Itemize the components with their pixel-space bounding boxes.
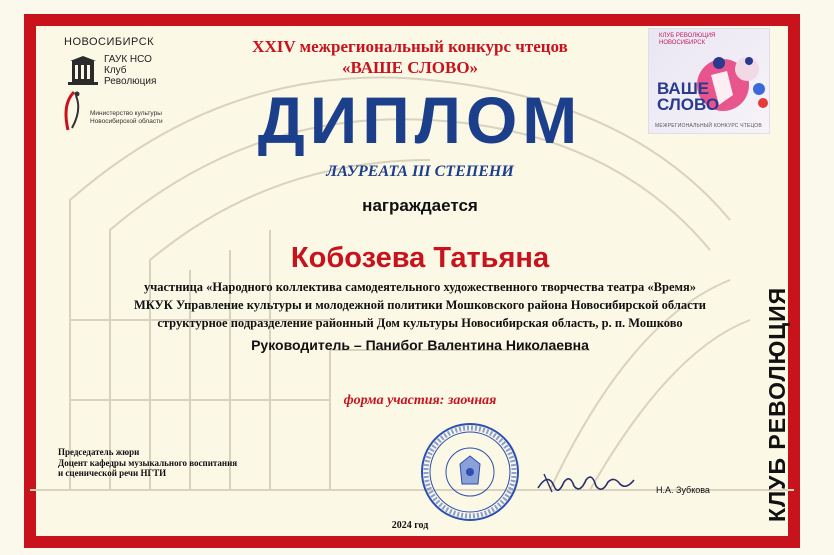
official-seal-icon <box>418 420 522 524</box>
gauk-line-3: Революция <box>104 76 157 87</box>
leader-line: Руководитель – Панибог Валентина Николаевна <box>251 337 589 353</box>
logo-subtitle: МЕЖРЕГИОНАЛЬНЫЙ КОНКУРС ЧТЕЦОВ <box>655 123 762 129</box>
ministry-line-2: Новосибирской области <box>90 118 163 125</box>
gauk-line-2: Клуб <box>104 65 127 76</box>
ministry-line-1: Министерство культуры <box>90 110 162 117</box>
contest-line-1: XXIV межрегиональный конкурс чтецов <box>252 37 568 56</box>
contest-heading <box>180 36 640 78</box>
vertical-club-brand: КЛУБ РЕВОЛЮЦИЯ <box>764 286 790 522</box>
logo-word-line-1: ВАШЕ <box>657 79 710 98</box>
year-label: 2024 год <box>391 520 429 531</box>
participation-form: форма участия: заочная <box>343 393 497 408</box>
description-line-1: участница «Народного коллектива самодеятельного художественного творчества театра «Время» <box>143 280 697 294</box>
logo-top-line-2: НОВОСИБИРСК <box>659 40 706 46</box>
gauk-label <box>104 54 156 87</box>
laureate-degree: ЛАУРЕАТА III СТЕПЕНИ <box>326 163 514 180</box>
contest-logo <box>648 28 770 134</box>
description-line-2: МКУК Управление культуры и молодежной политики Мошковского района Новосибирской области <box>133 298 707 312</box>
city-label: НОВОСИБИРСК <box>64 36 155 48</box>
gauk-line-1: ГАУК НСО <box>104 54 152 65</box>
signer-name: Н.А. Зубкова <box>656 485 710 495</box>
jury-line-2: Доцент кафедры музыкального воспитания <box>58 457 238 468</box>
jury-line-1: Председатель жюри <box>58 447 140 457</box>
jury-chair-block <box>58 447 237 479</box>
ministry-label <box>90 110 163 126</box>
theater-building-icon <box>66 56 100 86</box>
diploma-title: ДИПЛОМ <box>257 83 583 157</box>
logo-wordmark <box>657 81 719 113</box>
ministry-emblem-icon <box>60 90 84 132</box>
description-line-3: структурное подразделение районный Дом культуры Новосибирская область, р. п. Мошково <box>157 316 683 330</box>
logo-word-line-2: СЛОВО <box>657 95 720 114</box>
logo-top-line-1: КЛУБ РЕВОЛЮЦИЯ <box>659 33 716 39</box>
jury-line-3: и сценической речи НГТИ <box>58 468 167 478</box>
signature-icon <box>534 468 638 498</box>
recipient-name: Кобозева Татьяна <box>290 242 550 274</box>
awarded-label: награждается <box>362 196 478 215</box>
contest-line-2: «ВАШЕ СЛОВО» <box>341 58 479 77</box>
